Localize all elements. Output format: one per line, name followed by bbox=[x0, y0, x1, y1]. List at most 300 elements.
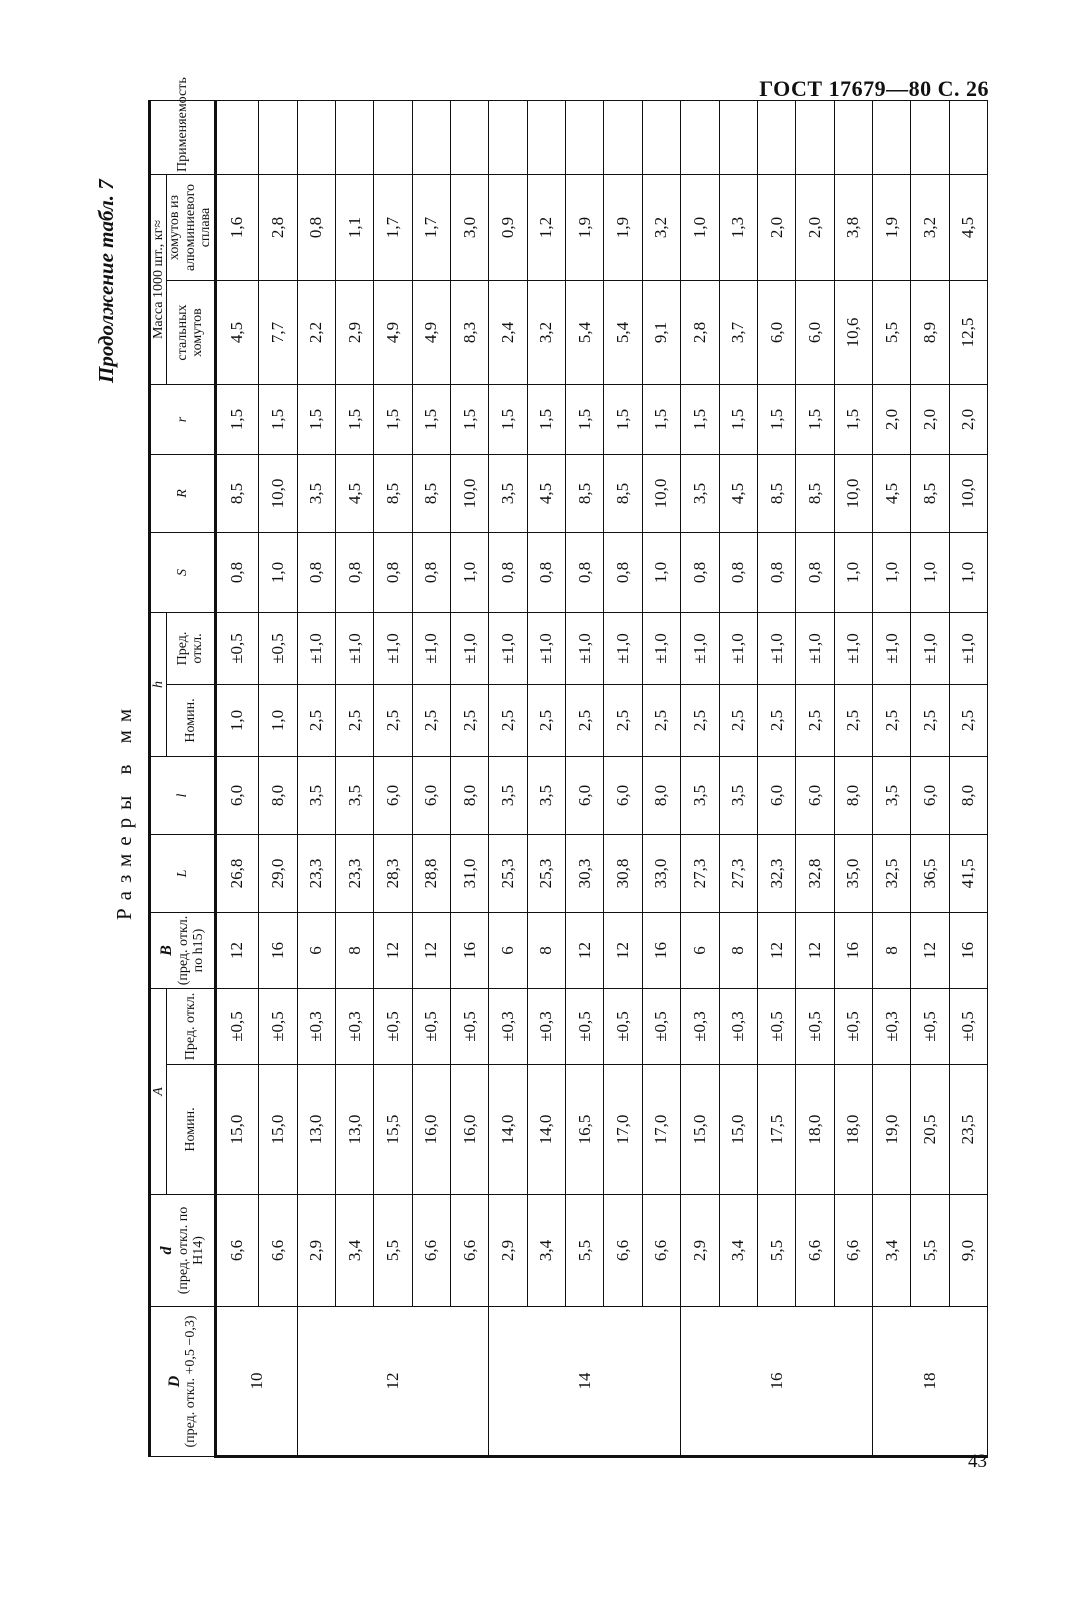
cell-d: 6,6 bbox=[451, 1195, 489, 1307]
cell-mass-alu: 1,9 bbox=[566, 175, 604, 281]
cell-h-tol: ±1,0 bbox=[566, 613, 604, 685]
cell-A-tol: ±0,5 bbox=[374, 989, 412, 1065]
cell-S: 1,0 bbox=[642, 533, 680, 613]
cell-d: 5,5 bbox=[566, 1195, 604, 1307]
header-B bbox=[150, 913, 216, 989]
cell-L: 26,8 bbox=[215, 835, 259, 913]
cell-h-nom: 2,5 bbox=[489, 685, 527, 757]
cell-h-nom: 2,5 bbox=[719, 685, 757, 757]
cell-B: 8 bbox=[336, 913, 374, 989]
cell-r: 1,5 bbox=[757, 385, 795, 455]
cell-B: 16 bbox=[642, 913, 680, 989]
cell-B: 6 bbox=[489, 913, 527, 989]
units-subtitle-text: Размеры в мм bbox=[112, 700, 136, 920]
cell-R: 4,5 bbox=[872, 455, 910, 533]
cell-B: 12 bbox=[911, 913, 949, 989]
cell-l: 3,5 bbox=[489, 757, 527, 835]
cell-R: 10,0 bbox=[259, 455, 297, 533]
cell-l: 8,0 bbox=[259, 757, 297, 835]
cell-L: 28,3 bbox=[374, 835, 412, 913]
cell-r: 2,0 bbox=[949, 385, 987, 455]
cell-S: 1,0 bbox=[949, 533, 987, 613]
cell-mass-steel: 2,8 bbox=[681, 281, 719, 385]
cell-A-nom: 15,0 bbox=[719, 1065, 757, 1195]
cell-r: 1,5 bbox=[681, 385, 719, 455]
cell-R: 8,5 bbox=[796, 455, 834, 533]
cell-applicability bbox=[796, 101, 834, 175]
cell-applicability bbox=[412, 101, 450, 175]
table-row bbox=[681, 101, 719, 1457]
cell-S: 0,8 bbox=[215, 533, 259, 613]
cell-A-nom: 14,0 bbox=[527, 1065, 565, 1195]
cell-A-tol: ±0,3 bbox=[489, 989, 527, 1065]
cell-h-tol: ±1,0 bbox=[451, 613, 489, 685]
cell-d: 3,4 bbox=[719, 1195, 757, 1307]
cell-A-nom: 15,0 bbox=[259, 1065, 297, 1195]
cell-h-tol: ±1,0 bbox=[834, 613, 872, 685]
cell-mass-steel: 7,7 bbox=[259, 281, 297, 385]
cell-d: 6,6 bbox=[642, 1195, 680, 1307]
header-h: h bbox=[150, 613, 167, 757]
cell-L: 29,0 bbox=[259, 835, 297, 913]
cell-d: 3,4 bbox=[527, 1195, 565, 1307]
cell-A-tol: ±0,5 bbox=[796, 989, 834, 1065]
cell-L: 27,3 bbox=[719, 835, 757, 913]
cell-S: 1,0 bbox=[451, 533, 489, 613]
cell-D: 10 bbox=[215, 1307, 297, 1457]
cell-mass-alu: 0,8 bbox=[297, 175, 335, 281]
header-h-tol: Пред. откл. bbox=[167, 613, 215, 685]
cell-B: 12 bbox=[215, 913, 259, 989]
cell-R: 8,5 bbox=[604, 455, 642, 533]
cell-h-nom: 2,5 bbox=[527, 685, 565, 757]
cell-A-nom: 18,0 bbox=[796, 1065, 834, 1195]
cell-applicability bbox=[489, 101, 527, 175]
cell-l: 3,5 bbox=[527, 757, 565, 835]
cell-mass-alu: 4,5 bbox=[949, 175, 987, 281]
cell-l: 3,5 bbox=[872, 757, 910, 835]
header-r: r bbox=[150, 385, 216, 455]
cell-S: 0,8 bbox=[796, 533, 834, 613]
cell-l: 6,0 bbox=[215, 757, 259, 835]
cell-D: 18 bbox=[872, 1307, 987, 1457]
cell-d: 2,9 bbox=[681, 1195, 719, 1307]
cell-applicability bbox=[604, 101, 642, 175]
cell-L: 30,8 bbox=[604, 835, 642, 913]
cell-d: 3,4 bbox=[872, 1195, 910, 1307]
cell-L: 32,3 bbox=[757, 835, 795, 913]
header-S: S bbox=[150, 533, 216, 613]
cell-L: 32,8 bbox=[796, 835, 834, 913]
cell-B: 16 bbox=[834, 913, 872, 989]
cell-R: 8,5 bbox=[215, 455, 259, 533]
cell-mass-steel: 6,0 bbox=[757, 281, 795, 385]
cell-A-nom: 20,5 bbox=[911, 1065, 949, 1195]
table-row bbox=[796, 101, 834, 1457]
cell-h-nom: 2,5 bbox=[757, 685, 795, 757]
cell-mass-alu: 1,7 bbox=[374, 175, 412, 281]
cell-mass-steel: 5,5 bbox=[872, 281, 910, 385]
cell-S: 0,8 bbox=[489, 533, 527, 613]
cell-B: 16 bbox=[259, 913, 297, 989]
cell-L: 27,3 bbox=[681, 835, 719, 913]
cell-d: 6,6 bbox=[412, 1195, 450, 1307]
cell-S: 1,0 bbox=[911, 533, 949, 613]
cell-applicability bbox=[566, 101, 604, 175]
cell-A-tol: ±0,5 bbox=[834, 989, 872, 1065]
cell-d: 6,6 bbox=[259, 1195, 297, 1307]
cell-S: 0,8 bbox=[336, 533, 374, 613]
cell-A-nom: 18,0 bbox=[834, 1065, 872, 1195]
cell-A-nom: 13,0 bbox=[297, 1065, 335, 1195]
cell-h-nom: 1,0 bbox=[215, 685, 259, 757]
cell-l: 3,5 bbox=[336, 757, 374, 835]
cell-l: 6,0 bbox=[566, 757, 604, 835]
cell-mass-steel: 4,5 bbox=[215, 281, 259, 385]
cell-S: 1,0 bbox=[834, 533, 872, 613]
cell-d: 6,6 bbox=[215, 1195, 259, 1307]
cell-L: 31,0 bbox=[451, 835, 489, 913]
table-row bbox=[336, 101, 374, 1457]
header-d-note: (пред. откл. по H14) bbox=[175, 1206, 207, 1295]
cell-h-tol: ±1,0 bbox=[757, 613, 795, 685]
cell-A-nom: 13,0 bbox=[336, 1065, 374, 1195]
cell-h-tol: ±1,0 bbox=[297, 613, 335, 685]
header-mass-steel: стальных хомутов bbox=[167, 281, 215, 385]
table-row bbox=[215, 101, 259, 1457]
header-l: l bbox=[150, 757, 216, 835]
cell-A-tol: ±0,3 bbox=[527, 989, 565, 1065]
cell-R: 4,5 bbox=[719, 455, 757, 533]
cell-L: 30,3 bbox=[566, 835, 604, 913]
cell-h-nom: 2,5 bbox=[796, 685, 834, 757]
cell-h-nom: 2,5 bbox=[834, 685, 872, 757]
cell-mass-steel: 2,2 bbox=[297, 281, 335, 385]
cell-R: 8,5 bbox=[757, 455, 795, 533]
cell-R: 10,0 bbox=[949, 455, 987, 533]
table-row bbox=[911, 101, 949, 1457]
header-A-nom: Номин. bbox=[167, 1065, 215, 1195]
cell-h-tol: ±1,0 bbox=[489, 613, 527, 685]
cell-r: 1,5 bbox=[489, 385, 527, 455]
cell-h-tol: ±1,0 bbox=[872, 613, 910, 685]
cell-mass-steel: 2,9 bbox=[336, 281, 374, 385]
cell-h-nom: 2,5 bbox=[681, 685, 719, 757]
cell-A-tol: ±0,5 bbox=[757, 989, 795, 1065]
cell-mass-steel: 9,1 bbox=[642, 281, 680, 385]
table-row bbox=[719, 101, 757, 1457]
cell-h-nom: 2,5 bbox=[872, 685, 910, 757]
cell-R: 8,5 bbox=[566, 455, 604, 533]
cell-r: 1,5 bbox=[642, 385, 680, 455]
table-row bbox=[642, 101, 680, 1457]
cell-d: 2,9 bbox=[489, 1195, 527, 1307]
cell-A-tol: ±0,3 bbox=[681, 989, 719, 1065]
cell-B: 12 bbox=[566, 913, 604, 989]
cell-B: 8 bbox=[872, 913, 910, 989]
cell-S: 0,8 bbox=[374, 533, 412, 613]
cell-d: 5,5 bbox=[374, 1195, 412, 1307]
cell-applicability bbox=[527, 101, 565, 175]
cell-r: 1,5 bbox=[719, 385, 757, 455]
cell-d: 6,6 bbox=[604, 1195, 642, 1307]
table-row bbox=[489, 101, 527, 1457]
cell-h-nom: 2,5 bbox=[374, 685, 412, 757]
header-R: R bbox=[150, 455, 216, 533]
cell-applicability bbox=[297, 101, 335, 175]
cell-l: 6,0 bbox=[911, 757, 949, 835]
cell-mass-alu: 2,0 bbox=[796, 175, 834, 281]
header-D-note: (пред. откл. +0,5 −0,3) bbox=[183, 1315, 199, 1448]
cell-r: 1,5 bbox=[527, 385, 565, 455]
cell-d: 9,0 bbox=[949, 1195, 987, 1307]
cell-r: 1,5 bbox=[451, 385, 489, 455]
header-D-symbol: D bbox=[165, 1375, 183, 1388]
cell-applicability bbox=[215, 101, 259, 175]
cell-h-nom: 2,5 bbox=[566, 685, 604, 757]
cell-S: 0,8 bbox=[527, 533, 565, 613]
cell-A-nom: 17,0 bbox=[642, 1065, 680, 1195]
cell-D: 12 bbox=[297, 1307, 489, 1457]
cell-h-tol: ±1,0 bbox=[681, 613, 719, 685]
cell-applicability bbox=[259, 101, 297, 175]
cell-S: 1,0 bbox=[872, 533, 910, 613]
cell-h-nom: 2,5 bbox=[451, 685, 489, 757]
header-applicability: Применяемость bbox=[150, 101, 216, 175]
cell-l: 8,0 bbox=[949, 757, 987, 835]
cell-applicability bbox=[642, 101, 680, 175]
table-row bbox=[451, 101, 489, 1457]
cell-L: 33,0 bbox=[642, 835, 680, 913]
cell-A-tol: ±0,5 bbox=[412, 989, 450, 1065]
cell-mass-steel: 5,4 bbox=[604, 281, 642, 385]
page-number: 43 bbox=[968, 1451, 987, 1472]
cell-A-nom: 19,0 bbox=[872, 1065, 910, 1195]
table-row bbox=[527, 101, 565, 1457]
cell-applicability bbox=[757, 101, 795, 175]
cell-L: 25,3 bbox=[527, 835, 565, 913]
cell-mass-alu: 1,0 bbox=[681, 175, 719, 281]
cell-d: 5,5 bbox=[757, 1195, 795, 1307]
cell-B: 12 bbox=[757, 913, 795, 989]
cell-R: 8,5 bbox=[374, 455, 412, 533]
header-h-nom: Номин. bbox=[167, 685, 215, 757]
cell-l: 6,0 bbox=[412, 757, 450, 835]
cell-l: 6,0 bbox=[796, 757, 834, 835]
cell-h-tol: ±1,0 bbox=[374, 613, 412, 685]
table-row bbox=[872, 101, 910, 1457]
cell-A-nom: 14,0 bbox=[489, 1065, 527, 1195]
cell-l: 8,0 bbox=[642, 757, 680, 835]
page-header: ГОСТ 17679—80 С. 26 bbox=[759, 76, 989, 101]
cell-r: 2,0 bbox=[911, 385, 949, 455]
cell-h-nom: 2,5 bbox=[412, 685, 450, 757]
cell-l: 6,0 bbox=[374, 757, 412, 835]
cell-applicability bbox=[336, 101, 374, 175]
cell-h-nom: 2,5 bbox=[949, 685, 987, 757]
cell-A-nom: 17,0 bbox=[604, 1065, 642, 1195]
cell-l: 3,5 bbox=[297, 757, 335, 835]
cell-R: 3,5 bbox=[297, 455, 335, 533]
table-row bbox=[949, 101, 987, 1457]
cell-R: 8,5 bbox=[412, 455, 450, 533]
header-d-symbol: d bbox=[158, 1246, 176, 1255]
header-mass-alu: хомутов из алюминиевого сплава bbox=[167, 175, 215, 281]
cell-h-tol: ±1,0 bbox=[642, 613, 680, 685]
cell-S: 1,0 bbox=[259, 533, 297, 613]
cell-mass-alu: 3,2 bbox=[911, 175, 949, 281]
cell-B: 16 bbox=[949, 913, 987, 989]
cell-A-tol: ±0,5 bbox=[604, 989, 642, 1065]
table-caption-text: Продолжение табл. 7 bbox=[94, 179, 118, 383]
cell-B: 12 bbox=[412, 913, 450, 989]
cell-applicability bbox=[872, 101, 910, 175]
cell-h-tol: ±0,5 bbox=[215, 613, 259, 685]
cell-mass-alu: 1,9 bbox=[872, 175, 910, 281]
cell-A-tol: ±0,5 bbox=[451, 989, 489, 1065]
cell-r: 1,5 bbox=[834, 385, 872, 455]
cell-r: 1,5 bbox=[259, 385, 297, 455]
cell-S: 0,8 bbox=[604, 533, 642, 613]
cell-d: 6,6 bbox=[834, 1195, 872, 1307]
cell-R: 4,5 bbox=[527, 455, 565, 533]
table-caption bbox=[86, 138, 126, 398]
cell-B: 6 bbox=[681, 913, 719, 989]
cell-r: 1,5 bbox=[412, 385, 450, 455]
header-L: L bbox=[150, 835, 216, 913]
cell-L: 23,3 bbox=[297, 835, 335, 913]
cell-r: 1,5 bbox=[604, 385, 642, 455]
table-body bbox=[215, 101, 987, 1457]
cell-L: 25,3 bbox=[489, 835, 527, 913]
cell-mass-alu: 1,3 bbox=[719, 175, 757, 281]
cell-S: 0,8 bbox=[719, 533, 757, 613]
header-d bbox=[150, 1195, 216, 1307]
cell-mass-alu: 1,7 bbox=[412, 175, 450, 281]
cell-h-tol: ±1,0 bbox=[336, 613, 374, 685]
cell-L: 28,8 bbox=[412, 835, 450, 913]
cell-mass-alu: 3,2 bbox=[642, 175, 680, 281]
table-row bbox=[374, 101, 412, 1457]
cell-d: 2,9 bbox=[297, 1195, 335, 1307]
cell-r: 1,5 bbox=[566, 385, 604, 455]
cell-A-nom: 16,0 bbox=[451, 1065, 489, 1195]
cell-applicability bbox=[681, 101, 719, 175]
cell-A-nom: 16,0 bbox=[412, 1065, 450, 1195]
cell-h-nom: 2,5 bbox=[297, 685, 335, 757]
cell-applicability bbox=[949, 101, 987, 175]
cell-l: 8,0 bbox=[834, 757, 872, 835]
cell-A-tol: ±0,3 bbox=[297, 989, 335, 1065]
cell-mass-steel: 4,9 bbox=[374, 281, 412, 385]
cell-mass-steel: 3,7 bbox=[719, 281, 757, 385]
cell-h-tol: ±1,0 bbox=[527, 613, 565, 685]
cell-mass-steel: 8,9 bbox=[911, 281, 949, 385]
cell-S: 0,8 bbox=[297, 533, 335, 613]
table-row bbox=[259, 101, 297, 1457]
cell-mass-steel: 5,4 bbox=[566, 281, 604, 385]
cell-l: 3,5 bbox=[719, 757, 757, 835]
cell-applicability bbox=[834, 101, 872, 175]
cell-R: 3,5 bbox=[681, 455, 719, 533]
cell-mass-steel: 12,5 bbox=[949, 281, 987, 385]
cell-h-nom: 2,5 bbox=[336, 685, 374, 757]
cell-mass-alu: 1,9 bbox=[604, 175, 642, 281]
cell-S: 0,8 bbox=[412, 533, 450, 613]
cell-r: 1,5 bbox=[215, 385, 259, 455]
cell-B: 12 bbox=[796, 913, 834, 989]
cell-h-tol: ±0,5 bbox=[259, 613, 297, 685]
cell-h-tol: ±1,0 bbox=[796, 613, 834, 685]
cell-mass-alu: 3,0 bbox=[451, 175, 489, 281]
cell-l: 6,0 bbox=[604, 757, 642, 835]
cell-mass-alu: 1,6 bbox=[215, 175, 259, 281]
cell-D: 16 bbox=[681, 1307, 873, 1457]
units-subtitle bbox=[110, 690, 140, 930]
cell-r: 1,5 bbox=[297, 385, 335, 455]
cell-mass-alu: 1,1 bbox=[336, 175, 374, 281]
cell-h-nom: 2,5 bbox=[911, 685, 949, 757]
cell-L: 36,5 bbox=[911, 835, 949, 913]
cell-A-tol: ±0,3 bbox=[719, 989, 757, 1065]
cell-mass-steel: 10,6 bbox=[834, 281, 872, 385]
cell-applicability bbox=[451, 101, 489, 175]
cell-d: 6,6 bbox=[796, 1195, 834, 1307]
cell-A-tol: ±0,5 bbox=[642, 989, 680, 1065]
cell-mass-steel: 8,3 bbox=[451, 281, 489, 385]
header-B-symbol: B bbox=[158, 945, 176, 956]
cell-l: 8,0 bbox=[451, 757, 489, 835]
cell-h-tol: ±1,0 bbox=[719, 613, 757, 685]
cell-A-tol: ±0,3 bbox=[872, 989, 910, 1065]
cell-S: 0,8 bbox=[757, 533, 795, 613]
cell-mass-steel: 6,0 bbox=[796, 281, 834, 385]
cell-R: 4,5 bbox=[336, 455, 374, 533]
cell-B: 6 bbox=[297, 913, 335, 989]
cell-A-tol: ±0,5 bbox=[259, 989, 297, 1065]
cell-h-nom: 2,5 bbox=[604, 685, 642, 757]
cell-h-tol: ±1,0 bbox=[412, 613, 450, 685]
cell-B: 12 bbox=[374, 913, 412, 989]
cell-A-nom: 16,5 bbox=[566, 1065, 604, 1195]
cell-mass-alu: 1,2 bbox=[527, 175, 565, 281]
cell-A-nom: 15,0 bbox=[215, 1065, 259, 1195]
cell-h-nom: 1,0 bbox=[259, 685, 297, 757]
cell-l: 3,5 bbox=[681, 757, 719, 835]
cell-mass-alu: 3,8 bbox=[834, 175, 872, 281]
cell-mass-alu: 2,8 bbox=[259, 175, 297, 281]
cell-A-tol: ±0,3 bbox=[336, 989, 374, 1065]
cell-D: 14 bbox=[489, 1307, 681, 1457]
cell-d: 3,4 bbox=[336, 1195, 374, 1307]
cell-L: 32,5 bbox=[872, 835, 910, 913]
cell-d: 5,5 bbox=[911, 1195, 949, 1307]
cell-r: 2,0 bbox=[872, 385, 910, 455]
table-row bbox=[834, 101, 872, 1457]
table-row bbox=[566, 101, 604, 1457]
table-row bbox=[297, 101, 335, 1457]
cell-applicability bbox=[374, 101, 412, 175]
cell-h-tol: ±1,0 bbox=[949, 613, 987, 685]
cell-applicability bbox=[911, 101, 949, 175]
cell-R: 8,5 bbox=[911, 455, 949, 533]
cell-R: 10,0 bbox=[451, 455, 489, 533]
cell-B: 16 bbox=[451, 913, 489, 989]
cell-A-nom: 15,0 bbox=[681, 1065, 719, 1195]
cell-A-nom: 23,5 bbox=[949, 1065, 987, 1195]
cell-mass-steel: 4,9 bbox=[412, 281, 450, 385]
cell-mass-alu: 2,0 bbox=[757, 175, 795, 281]
